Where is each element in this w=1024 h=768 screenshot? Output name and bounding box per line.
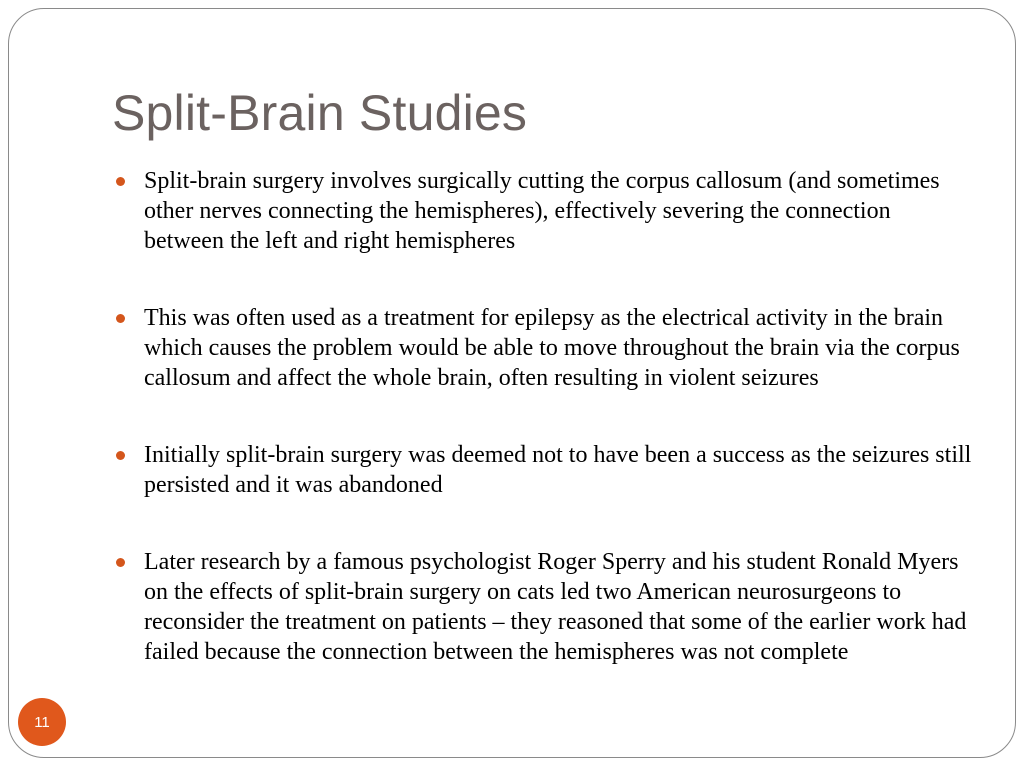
bullet-dot-icon	[116, 558, 125, 567]
bullet-text: Initially split-brain surgery was deemed not to have been a success as the seizures still persisted and it was abandoned	[144, 442, 972, 498]
bullet-item	[144, 166, 974, 256]
slide-title: Split-Brain Studies	[112, 85, 528, 141]
bullet-list	[144, 166, 974, 667]
bullet-dot-icon	[116, 177, 125, 186]
bullet-item	[144, 303, 974, 393]
bullet-text: This was often used as a treatment for epilepsy as the electrical activity in the brain which causes the problem would be able to move throughout the brain via the corpus callosum and affect the whole brain, often resulting in violent seizures	[144, 305, 960, 391]
bullet-item	[144, 547, 974, 667]
bullet-text: Later research by a famous psychologist Roger Sperry and his student Ronald Myers on the effects of split-brain surgery on cats led two American neurosurgeons to reconsider the treatment on patients – they reasoned that some of the earlier work had failed because the connection between the hemispheres was not complete	[144, 549, 967, 665]
bullet-dot-icon	[116, 451, 125, 460]
bullet-text: Split-brain surgery involves surgically cutting the corpus callosum (and sometimes other nerves connecting the hemispheres), effectively severing the connection between the left and right hemispheres	[144, 168, 940, 254]
bullet-dot-icon	[116, 314, 125, 323]
page-number-badge: 11	[18, 698, 66, 746]
bullet-item	[144, 440, 974, 500]
